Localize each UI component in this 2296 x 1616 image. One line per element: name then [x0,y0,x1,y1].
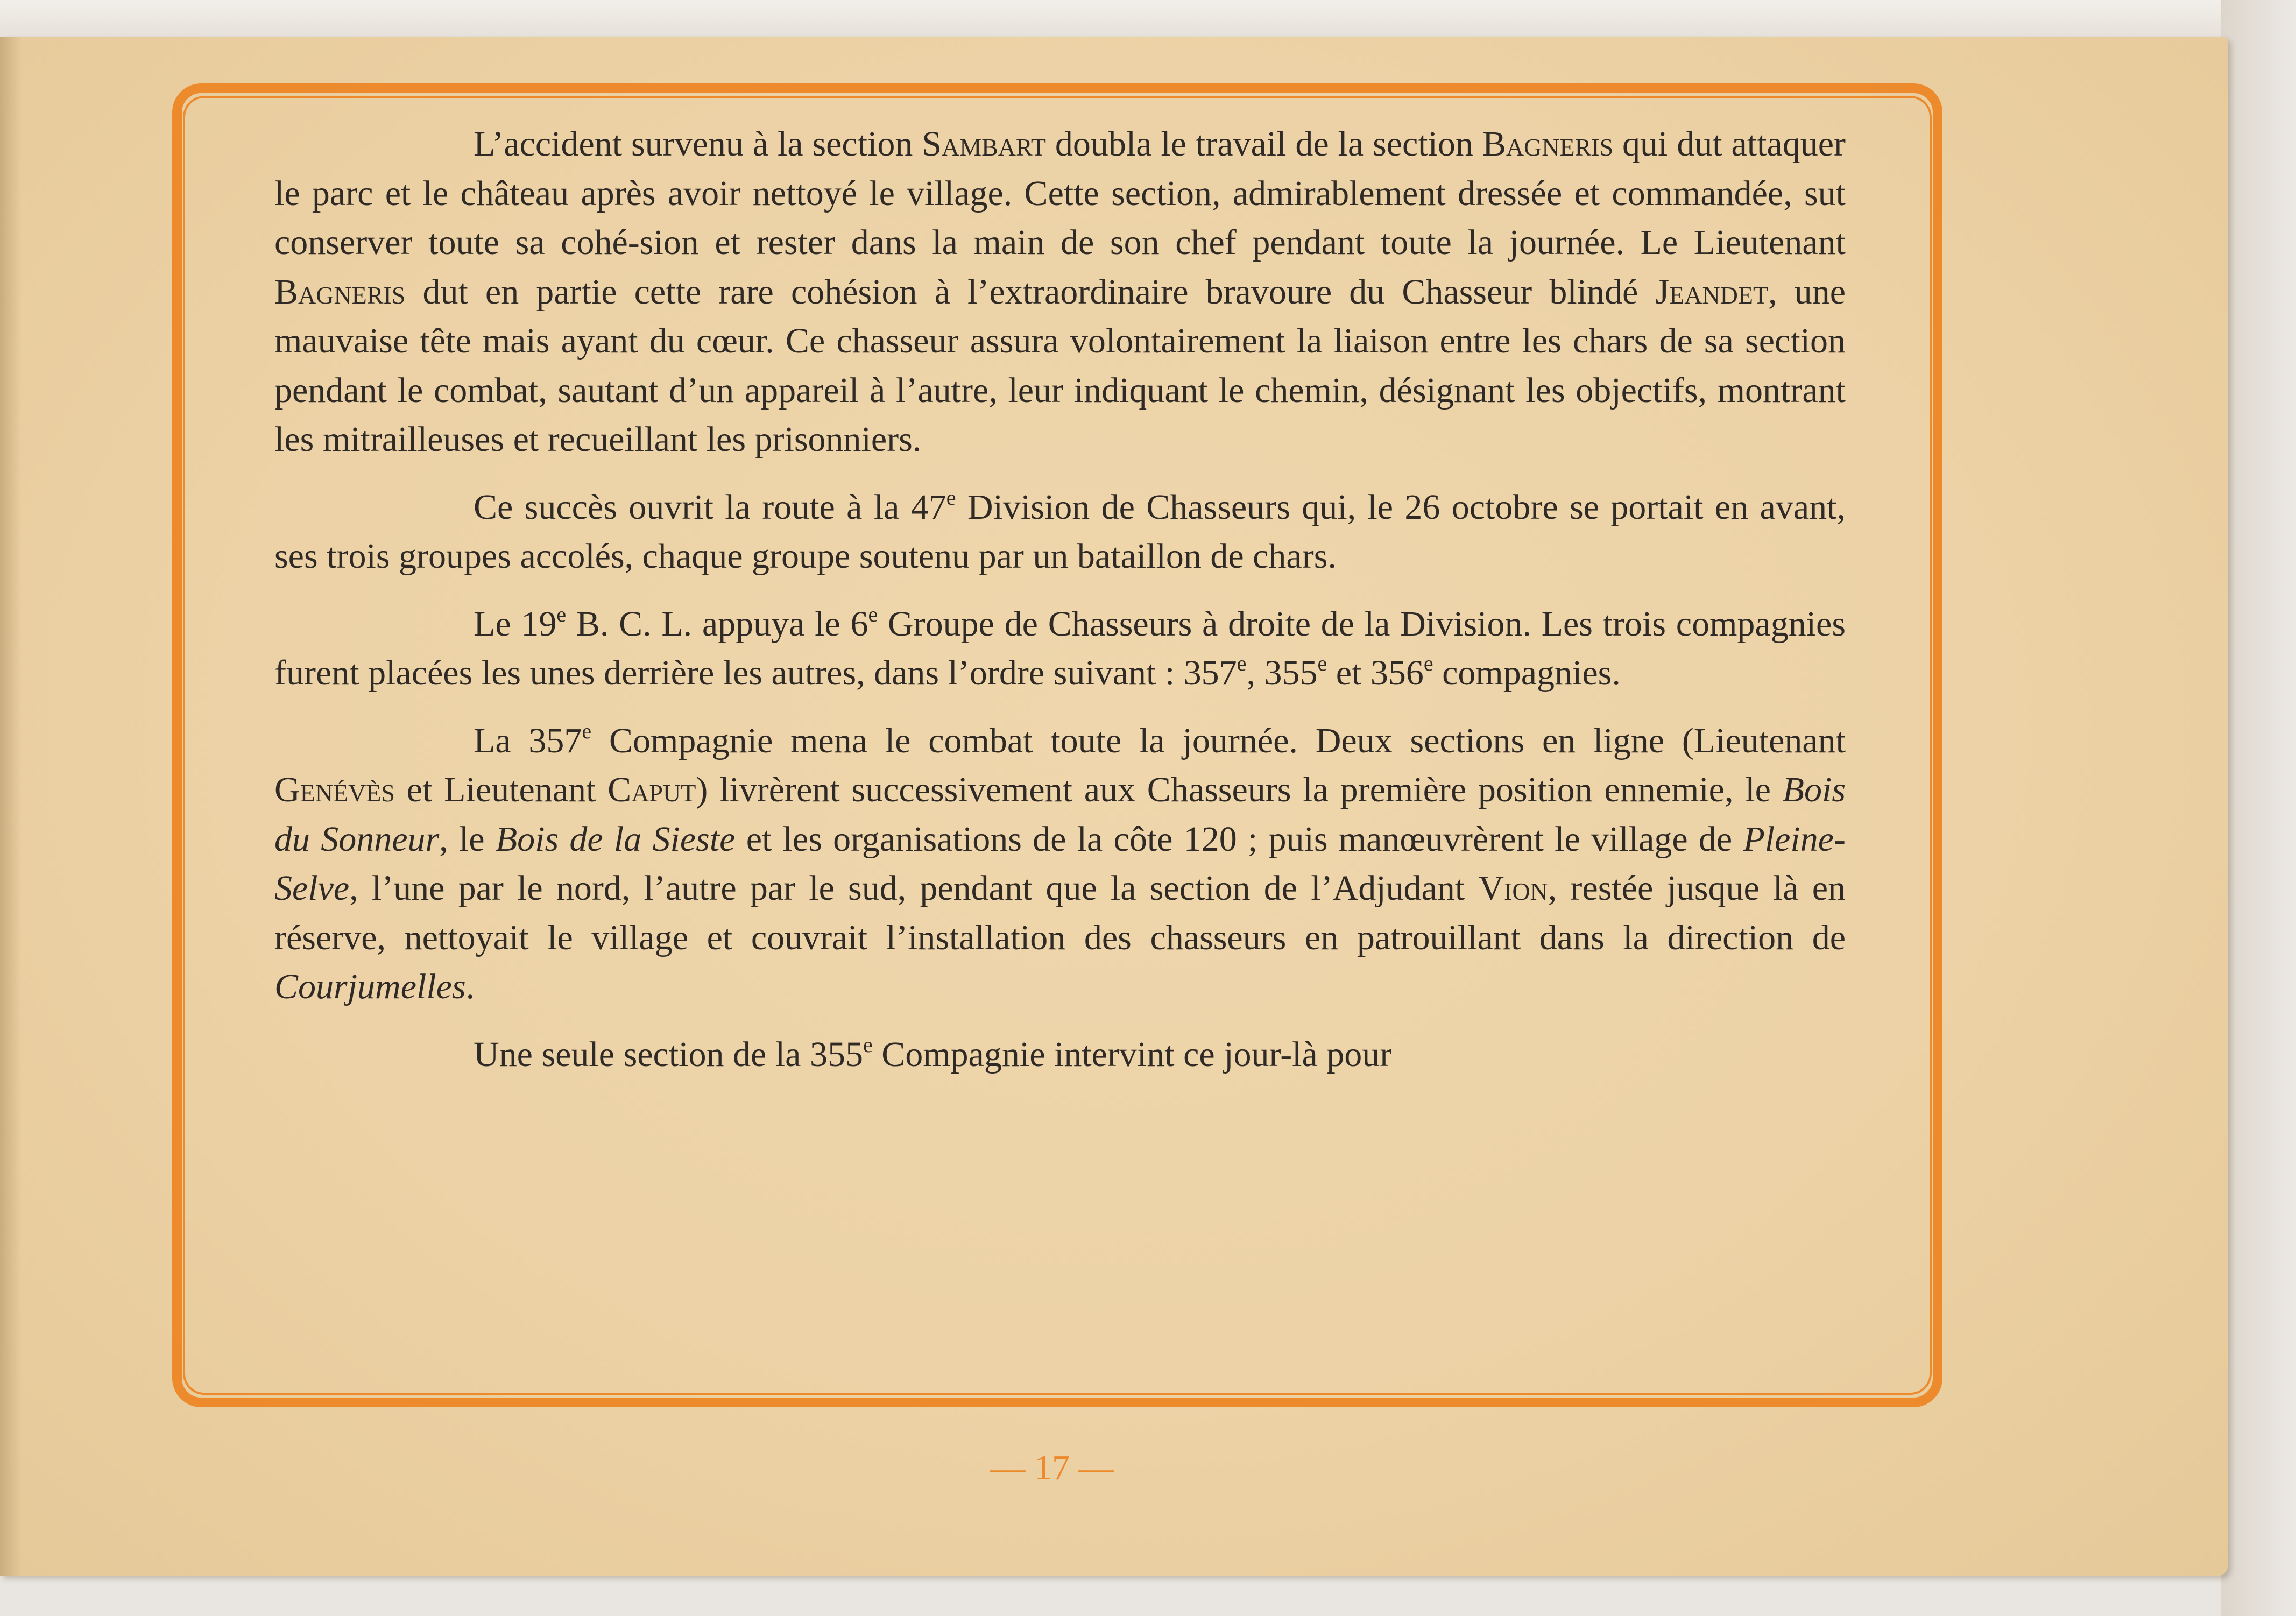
ordinal-superscript: e [556,602,567,626]
text-run: Une seule section de la 355 [474,1034,863,1074]
proper-name-small-caps: Genévès [274,770,395,809]
body-text [274,119,1846,1097]
text-run: ) livrèrent successivement aux Chasseurs la première position ennemie, le [696,770,1783,809]
text-run: et les organisations de la côte 120 ; puis manœuvrèrent le village de [735,819,1743,859]
proper-name-small-caps: Vion [1478,869,1548,908]
text-run: Le 19 [474,604,557,644]
place-name-italic: Bois du Sonneur [274,770,1846,859]
text-run: Compagnie intervint ce jour-là pour [872,1034,1392,1074]
text-run: B. C. L. appuya le 6 [566,604,868,644]
place-name-italic: Courjumelles [274,967,466,1006]
text-run: La 357 [474,721,582,760]
text-run: doubla le travail de la section [1046,124,1482,164]
place-name-italic: Bois de la Sieste [495,819,736,859]
text-run: Groupe de Chasseurs à droite de la Division. Les trois compagnies furent placées les unes derrière les autres, dans l’ordre suivant : 357 [274,604,1846,693]
text-run: , l’une par le nord, l’autre par le sud, pendant que la section de l’Adjudant [349,869,1479,908]
paragraph [274,716,1846,1012]
place-name-italic: Pleine-Selve [274,819,1846,908]
page-number: — 17 — [990,1448,1114,1487]
ordinal-superscript: e [582,718,592,743]
paragraph [274,483,1846,581]
text-run: , le [439,819,496,859]
ordinal-superscript: e [863,1032,873,1057]
ordinal-superscript: e [1423,651,1433,675]
ordinal-superscript: e [1237,651,1247,675]
scan-background-right [2221,0,2296,1616]
proper-name-small-caps: Caput [607,770,696,809]
text-run: et Lieutenant [394,770,608,809]
text-run: Compagnie mena le combat toute la journée. Deux sections en ligne (Lieutenant [591,721,1846,760]
text-run: et 356 [1327,653,1424,693]
paragraph [274,119,1846,464]
text-run: Ce succès ouvrit la route à la 47 [474,487,946,527]
text-run: qui dut attaquer le parc et le château après avoir nettoyé le village. Cette section, admirablement dressée et commandée, sut conserver toute sa cohé-sion et rester dans la main de son chef pendant toute la journée. Le Lieutenant [274,124,1846,262]
proper-name-small-caps: Sambart [922,124,1047,164]
text-run: . [465,967,475,1006]
paragraph [274,1030,1846,1079]
text-run: , restée jusque là en réserve, nettoyait le village et couvrait l’installation des chasseurs en patrouillant dans la direction de [274,869,1846,957]
proper-name-small-caps: Jeandet [1655,272,1769,312]
page-spine-shadow [0,37,22,1576]
ordinal-superscript: e [868,602,878,626]
text-run: L’accident survenu à la section [474,124,922,164]
ordinal-superscript: e [1317,651,1327,675]
proper-name-small-caps: Bagneris [1482,124,1614,164]
text-run: dut en partie cette rare cohésion à l’extraordinaire bravoure du Chasseur blindé [405,272,1656,312]
text-run: compagnies. [1433,653,1621,693]
ordinal-superscript: e [946,485,956,510]
paragraph [274,599,1846,698]
proper-name-small-caps: Bagneris [274,272,406,312]
text-run: , une mauvaise tête mais ayant du cœur. Ce chasseur assura volontairement la liaison entre les chars de sa section pendant le combat, sautant d’un appareil à l’autre, leur indiquant le chemin, désignant les objectifs, montrant les mitrailleuses et recueillant les prisonniers. [274,272,1846,459]
text-run: Division de Chasseurs qui, le 26 octobre se portait en avant, ses trois groupes accolés, chaque groupe soutenu par un bataillon de chars. [274,487,1846,576]
text-run: , 355 [1246,653,1318,693]
